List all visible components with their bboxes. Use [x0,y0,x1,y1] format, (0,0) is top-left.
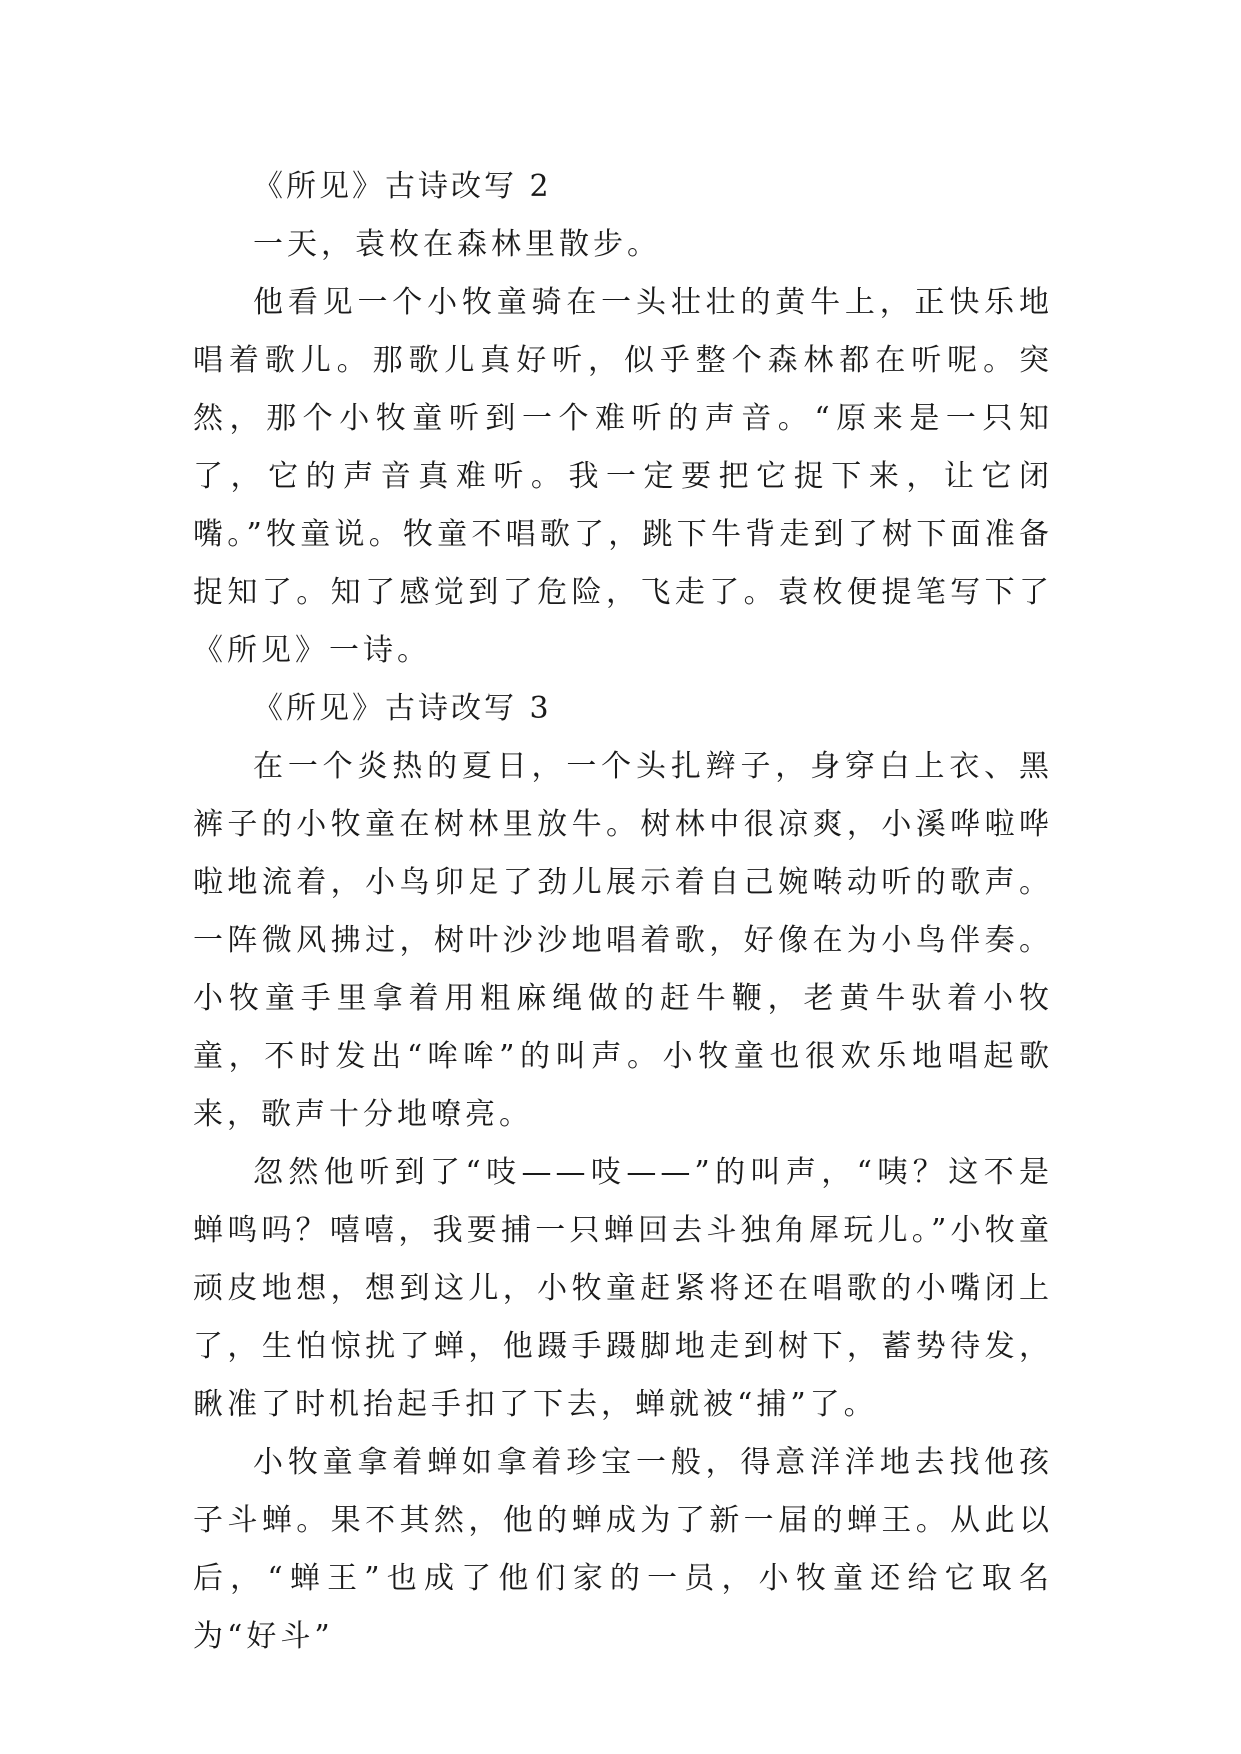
paragraph: 小牧童拿着蝉如拿着珍宝一般，得意洋洋地去找他孩子斗蝉。果不其然，他的蝉成为了新一届的蝉王。从此以后，“蝉王”也成了他们家的一员，小牧童还给它取名为“好斗” [193,1445,1053,1654]
paragraph: 一天，袁枚在森林里散步。 [253,227,661,262]
section-heading: 《所见》古诗改写 2 [253,169,552,204]
section-heading: 《所见》古诗改写 3 [253,691,552,726]
document-body [193,158,1053,1666]
paragraph: 在一个炎热的夏日，一个头扎辫子，身穿白上衣、黑裤子的小牧童在树林里放牛。树林中很凉爽，小溪哗啦哗啦地流着，小鸟卯足了劲儿展示着自己婉啭动听的歌声。一阵微风拂过，树叶沙沙地唱着歌，好像在为小鸟伴奏。小牧童手里拿着用粗麻绳做的赶牛鞭，老黄牛驮着小牧童，不时发出“哞哞”的叫声。小牧童也很欢乐地唱起歌来，歌声十分地嘹亮。 [193,749,1053,1132]
paragraph: 忽然他听到了“吱——吱——”的叫声，“咦？这不是蝉鸣吗？嘻嘻，我要捕一只蝉回去斗独角犀玩儿。”小牧童顽皮地想，想到这儿，小牧童赶紧将还在唱歌的小嘴闭上了，生怕惊扰了蝉，他蹑手蹑脚地走到树下，蓄势待发，瞅准了时机抬起手扣了下去，蝉就被“捕”了。 [193,1155,1053,1422]
paragraph: 他看见一个小牧童骑在一头壮壮的黄牛上，正快乐地唱着歌儿。那歌儿真好听，似乎整个森林都在听呢。突然，那个小牧童听到一个难听的声音。“原来是一只知了，它的声音真难听。我一定要把它捉下来，让它闭嘴。”牧童说。牧童不唱歌了，跳下牛背走到了树下面准备捉知了。知了感觉到了危险，飞走了。袁枚便提笔写下了《所见》一诗。 [193,285,1053,668]
